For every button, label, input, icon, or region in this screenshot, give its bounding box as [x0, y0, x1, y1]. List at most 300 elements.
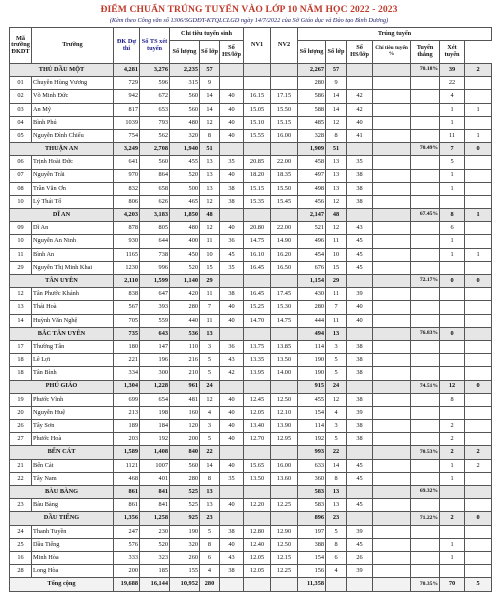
cell-nv1	[244, 77, 271, 90]
cell-quota-per-class: 40	[220, 116, 244, 129]
cell-ratio	[411, 551, 440, 564]
cell-considered: 1,599	[140, 275, 170, 288]
cell-admitted-count: 444	[298, 314, 326, 327]
cell-nv2: 22.00	[271, 222, 298, 235]
cell-nv1: 15.25	[244, 301, 271, 314]
cell-registered: 180	[114, 340, 140, 353]
cell-quota-count: 450	[170, 248, 200, 261]
cell-quota-per-class: 40	[220, 406, 244, 419]
cell-direct: 0	[440, 275, 465, 288]
cell-admitted-per-class: 38	[347, 433, 373, 446]
cell-quota-per-class: 36	[220, 235, 244, 248]
header-quota-per-class: Số HS/lớp	[220, 41, 244, 64]
cell-admitted-count: 1,909	[298, 143, 326, 156]
cell-code: 01	[10, 77, 32, 90]
cell-admitted-classes: 15	[326, 261, 347, 274]
cell-registered: 942	[114, 90, 140, 103]
results-table-wrapper	[9, 27, 491, 592]
cell-special	[465, 288, 492, 301]
cell-special	[465, 406, 492, 419]
cell-empty	[373, 209, 411, 222]
cell-empty	[373, 393, 411, 406]
cell-quota-count: 520	[170, 169, 200, 182]
cell-empty	[373, 77, 411, 90]
cell-registered: 878	[114, 222, 140, 235]
cell-admitted-classes: 57	[326, 64, 347, 77]
school-row	[10, 499, 492, 512]
cell-considered: 805	[140, 222, 170, 235]
cell-direct: 12	[440, 380, 465, 393]
cell-nv2: 13.90	[271, 420, 298, 433]
cell-code: 22	[10, 472, 32, 485]
cell-quota-per-class: 38	[220, 565, 244, 578]
header-direct: Tuyển thẳng	[411, 41, 440, 64]
cell-ratio: 70.53%	[411, 446, 440, 459]
cell-special: 0	[465, 275, 492, 288]
cell-admitted-count: 2,147	[298, 209, 326, 222]
cell-empty	[373, 578, 411, 591]
school-row	[10, 182, 492, 195]
header-admitted-classes: Số lớp	[326, 41, 347, 64]
cell-admitted-count: 190	[298, 354, 326, 367]
cell-considered: 841	[140, 486, 170, 499]
cell-considered: 147	[140, 340, 170, 353]
cell-special: 0	[465, 380, 492, 393]
cell-school: Thanh Tuyền	[32, 525, 114, 538]
cell-code: 07	[10, 169, 32, 182]
cell-quota-per-class: 43	[220, 354, 244, 367]
cell-admitted-classes: 5	[326, 367, 347, 380]
cell-empty	[373, 156, 411, 169]
cell-registered: 567	[114, 301, 140, 314]
cell-nv1: 20.80	[244, 222, 271, 235]
cell-school: PHÚ GIÁO	[10, 380, 114, 393]
cell-admitted-per-class	[347, 578, 373, 591]
school-row	[10, 433, 492, 446]
cell-nv1: 13.75	[244, 340, 271, 353]
cell-empty	[373, 551, 411, 564]
cell-considered: 793	[140, 116, 170, 129]
cell-quota-per-class	[220, 512, 244, 525]
cell-admitted-count: 633	[298, 459, 326, 472]
cell-admitted-count: 430	[298, 288, 326, 301]
cell-admitted-per-class: 39	[347, 288, 373, 301]
cell-nv1: 12.80	[244, 525, 271, 538]
cell-admitted-count: 521	[298, 222, 326, 235]
cell-admitted-per-class: 40	[347, 116, 373, 129]
cell-ratio	[411, 156, 440, 169]
cell-quota-per-class: 40	[220, 459, 244, 472]
cell-empty	[373, 327, 411, 340]
cell-direct	[440, 367, 465, 380]
cell-admitted-classes: 4	[326, 565, 347, 578]
cell-admitted-per-class: 45	[347, 499, 373, 512]
cell-ratio	[411, 222, 440, 235]
cell-admitted-per-class: 39	[347, 565, 373, 578]
cell-admitted-count: 456	[298, 195, 326, 208]
cell-nv2: 12.95	[271, 433, 298, 446]
cell-empty	[373, 472, 411, 485]
cell-admitted-classes: 6	[326, 551, 347, 564]
cell-considered: 323	[140, 551, 170, 564]
cell-school: Trịnh Hoài Đức	[32, 156, 114, 169]
cell-admitted-per-class: 42	[347, 90, 373, 103]
cell-code: 25	[10, 538, 32, 551]
cell-quota-count: 110	[170, 340, 200, 353]
cell-admitted-classes: 24	[326, 380, 347, 393]
cell-admitted-per-class	[347, 327, 373, 340]
cell-quota-per-class	[220, 380, 244, 393]
school-row	[10, 129, 492, 142]
cell-special: 0	[465, 512, 492, 525]
cell-empty	[373, 354, 411, 367]
cell-quota-classes: 13	[200, 169, 220, 182]
cell-empty	[373, 116, 411, 129]
cell-special	[465, 116, 492, 129]
cell-empty	[373, 64, 411, 77]
cell-quota-count: 465	[170, 195, 200, 208]
cell-quota-count: 190	[170, 525, 200, 538]
cell-school: THUẬN AN	[10, 143, 114, 156]
cell-empty	[373, 275, 411, 288]
school-row	[10, 459, 492, 472]
cell-direct: 8	[440, 393, 465, 406]
cell-ratio	[411, 340, 440, 353]
cell-admitted-count: 896	[298, 512, 326, 525]
cell-admitted-count: 280	[298, 301, 326, 314]
cell-ratio	[411, 116, 440, 129]
cell-registered: 861	[114, 486, 140, 499]
cell-admitted-per-class	[347, 512, 373, 525]
cell-school: Chuyên Hùng Vương	[32, 77, 114, 90]
cell-quota-count: 560	[170, 103, 200, 116]
cell-school: Nguyễn Huệ	[32, 406, 114, 419]
cell-considered: 841	[140, 499, 170, 512]
cell-nv1: 14.70	[244, 314, 271, 327]
cell-direct	[440, 288, 465, 301]
school-row	[10, 538, 492, 551]
district-row	[10, 209, 492, 222]
cell-nv1	[244, 486, 271, 499]
cell-code: 19	[10, 393, 32, 406]
cell-direct	[440, 406, 465, 419]
cell-ratio: 71.22%	[411, 512, 440, 525]
cell-special	[465, 420, 492, 433]
cell-nv2: 16.20	[271, 248, 298, 261]
cell-empty	[373, 525, 411, 538]
cell-admitted-classes: 22	[326, 446, 347, 459]
cell-quota-classes: 11	[200, 235, 220, 248]
cell-admitted-per-class: 38	[347, 354, 373, 367]
header-quota-classes: Số lớp	[200, 41, 220, 64]
cell-admitted-classes	[326, 578, 347, 591]
cell-special	[465, 261, 492, 274]
school-row	[10, 354, 492, 367]
cell-direct	[440, 261, 465, 274]
cell-admitted-count: 114	[298, 340, 326, 353]
cell-admitted-count: 190	[298, 367, 326, 380]
cell-school: Trần Văn Ơn	[32, 182, 114, 195]
cell-quota-per-class: 38	[220, 195, 244, 208]
cell-quota-count: 925	[170, 512, 200, 525]
cell-code: 05	[10, 129, 32, 142]
cell-direct: 2	[440, 512, 465, 525]
cell-school: TÂN UYÊN	[10, 275, 114, 288]
cell-direct: 0	[440, 327, 465, 340]
cell-school: Tân Phước Khánh	[32, 288, 114, 301]
cell-considered: 626	[140, 195, 170, 208]
cell-direct	[440, 499, 465, 512]
cell-code: 11	[10, 248, 32, 261]
cell-nv1: 15.35	[244, 195, 271, 208]
cell-quota-classes: 4	[200, 406, 220, 419]
cell-quota-classes: 48	[200, 209, 220, 222]
cell-direct: 1	[440, 472, 465, 485]
cell-registered: 247	[114, 525, 140, 538]
cell-nv1: 13.35	[244, 354, 271, 367]
cell-special	[465, 538, 492, 551]
school-row	[10, 525, 492, 538]
cell-nv1: 15.10	[244, 116, 271, 129]
cell-quota-per-class: 40	[220, 393, 244, 406]
cell-direct: 1	[440, 459, 465, 472]
cell-quota-count: 200	[170, 433, 200, 446]
cell-quota-count: 155	[170, 565, 200, 578]
school-row	[10, 406, 492, 419]
cell-school: Nguyễn Đình Chiểu	[32, 129, 114, 142]
cell-school: BẮC TÂN UYÊN	[10, 327, 114, 340]
cell-nv2	[271, 512, 298, 525]
cell-quota-per-class: 40	[220, 433, 244, 446]
cell-considered: 3,276	[140, 64, 170, 77]
school-row	[10, 565, 492, 578]
school-row	[10, 195, 492, 208]
cell-admitted-count: 915	[298, 380, 326, 393]
district-row	[10, 327, 492, 340]
cell-quota-classes: 9	[200, 77, 220, 90]
cell-nv2	[271, 64, 298, 77]
cell-quota-classes: 14	[200, 459, 220, 472]
cell-quota-count: 1,940	[170, 143, 200, 156]
cell-nv1: 12.70	[244, 433, 271, 446]
cell-admitted-per-class: 45	[347, 538, 373, 551]
cell-quota-classes: 23	[200, 512, 220, 525]
cell-empty	[373, 565, 411, 578]
cell-admitted-classes: 13	[326, 156, 347, 169]
cell-direct	[440, 525, 465, 538]
cell-nv2: 22.00	[271, 156, 298, 169]
cell-school: Nguyễn Thị Minh Khai	[32, 261, 114, 274]
cell-nv1: 16.15	[244, 90, 271, 103]
cell-special	[465, 340, 492, 353]
cell-empty	[373, 380, 411, 393]
cell-considered: 393	[140, 301, 170, 314]
cell-admitted-count: 583	[298, 499, 326, 512]
cell-quota-classes: 6	[200, 551, 220, 564]
cell-empty	[373, 261, 411, 274]
cell-admitted-per-class: 38	[347, 169, 373, 182]
cell-ratio	[411, 367, 440, 380]
cell-nv1: 12.20	[244, 499, 271, 512]
cell-quota-per-class	[220, 327, 244, 340]
cell-ratio	[411, 538, 440, 551]
cell-nv2: 15.50	[271, 103, 298, 116]
cell-quota-classes: 24	[200, 380, 220, 393]
cell-special	[465, 367, 492, 380]
cell-registered: 1,356	[114, 512, 140, 525]
cell-direct: 1	[440, 103, 465, 116]
cell-special: 2	[465, 64, 492, 77]
cell-special	[465, 393, 492, 406]
cell-considered: 643	[140, 327, 170, 340]
cell-school: Phước Vĩnh	[32, 393, 114, 406]
cell-admitted-classes: 10	[326, 248, 347, 261]
cell-quota-count: 280	[170, 301, 200, 314]
cell-registered: 699	[114, 393, 140, 406]
cell-quota-per-class: 40	[220, 169, 244, 182]
cell-quota-classes: 11	[200, 314, 220, 327]
cell-special	[465, 551, 492, 564]
document-subtitle: (Kèm theo Công văn số 1306/SGDĐT-KTQLCLGD ngày 14/7/2022 của Sở Giáo dục và Đào tạo Bình Dương)	[109, 17, 389, 24]
cell-registered: 970	[114, 169, 140, 182]
cell-school: Lê Lợi	[32, 354, 114, 367]
cell-admitted-per-class	[347, 486, 373, 499]
district-row	[10, 486, 492, 499]
cell-ratio: 70.49%	[411, 143, 440, 156]
cell-registered: 735	[114, 327, 140, 340]
cell-ratio	[411, 235, 440, 248]
cell-direct: 2	[440, 446, 465, 459]
cell-admitted-classes: 13	[326, 169, 347, 182]
cell-code: 12	[10, 288, 32, 301]
cell-special	[465, 486, 492, 499]
cell-ratio	[411, 406, 440, 419]
cell-ratio	[411, 301, 440, 314]
cell-nv1: 12.05	[244, 551, 271, 564]
cell-empty	[373, 169, 411, 182]
cell-ratio	[411, 314, 440, 327]
cell-registered: 838	[114, 288, 140, 301]
cell-registered: 861	[114, 499, 140, 512]
cell-admitted-classes: 14	[326, 459, 347, 472]
cell-admitted-count: 496	[298, 235, 326, 248]
cell-quota-per-class: 38	[220, 182, 244, 195]
cell-considered: 562	[140, 129, 170, 142]
cell-quota-per-class: 40	[220, 129, 244, 142]
school-row	[10, 248, 492, 261]
cell-admitted-per-class: 35	[347, 156, 373, 169]
cell-ratio	[411, 261, 440, 274]
cell-nv2: 14.75	[271, 314, 298, 327]
cell-ratio	[411, 169, 440, 182]
cell-admitted-classes: 13	[326, 182, 347, 195]
cell-admitted-classes: 5	[326, 525, 347, 538]
cell-nv2: 12.90	[271, 525, 298, 538]
cell-admitted-count: 360	[298, 472, 326, 485]
cell-code: 02	[10, 90, 32, 103]
cell-ratio	[411, 288, 440, 301]
cell-admitted-classes: 7	[326, 301, 347, 314]
cell-registered: 4,281	[114, 64, 140, 77]
cell-school: Lý Thái Tổ	[32, 195, 114, 208]
cell-quota-classes: 3	[200, 340, 220, 353]
cell-quota-classes: 11	[200, 288, 220, 301]
cell-admitted-classes: 14	[326, 90, 347, 103]
cell-ratio: 70.35%	[411, 578, 440, 591]
school-row	[10, 472, 492, 485]
cell-nv2: 14.90	[271, 235, 298, 248]
cell-nv1: 12.05	[244, 565, 271, 578]
cell-considered: 654	[140, 393, 170, 406]
cell-quota-classes: 13	[200, 156, 220, 169]
cell-nv1: 12.45	[244, 393, 271, 406]
cell-registered: 203	[114, 433, 140, 446]
cell-admitted-count: 114	[298, 420, 326, 433]
cell-admitted-classes: 8	[326, 129, 347, 142]
cell-empty	[373, 433, 411, 446]
cell-special	[465, 499, 492, 512]
cell-registered: 3,249	[114, 143, 140, 156]
cell-admitted-count: 154	[298, 406, 326, 419]
cell-direct: 1	[440, 551, 465, 564]
cell-code: 28	[10, 565, 32, 578]
cell-direct: 1	[440, 235, 465, 248]
cell-code: 18	[10, 367, 32, 380]
school-row	[10, 314, 492, 327]
cell-considered: 560	[140, 156, 170, 169]
cell-considered: 230	[140, 525, 170, 538]
cell-special	[465, 182, 492, 195]
cell-admitted-count: 583	[298, 486, 326, 499]
cell-school: Tây Nam	[32, 472, 114, 485]
cell-considered: 738	[140, 248, 170, 261]
cell-direct	[440, 195, 465, 208]
cell-quota-classes: 8	[200, 129, 220, 142]
cell-quota-per-class	[220, 143, 244, 156]
cell-ratio: 69.32%	[411, 486, 440, 499]
cell-considered: 185	[140, 565, 170, 578]
header-school: Trường	[32, 28, 114, 64]
cell-quota-count: 210	[170, 367, 200, 380]
cell-quota-per-class: 40	[220, 499, 244, 512]
cell-nv2	[271, 275, 298, 288]
cell-empty	[373, 512, 411, 525]
cell-code: 03	[10, 103, 32, 116]
cell-empty	[373, 143, 411, 156]
cell-quota-count: 120	[170, 420, 200, 433]
cell-direct: 2	[440, 433, 465, 446]
cell-quota-count: 400	[170, 235, 200, 248]
cell-quota-classes: 280	[200, 578, 220, 591]
cell-admitted-classes: 14	[326, 103, 347, 116]
cell-quota-classes: 15	[200, 261, 220, 274]
cell-admitted-count: 192	[298, 433, 326, 446]
cell-code: 20	[10, 406, 32, 419]
cell-quota-per-class: 40	[220, 103, 244, 116]
cell-quota-per-class: 45	[220, 248, 244, 261]
cell-quota-per-class: 38	[220, 288, 244, 301]
cell-admitted-per-class	[347, 143, 373, 156]
cell-admitted-classes: 23	[326, 512, 347, 525]
cell-quota-count: 160	[170, 406, 200, 419]
cell-empty	[373, 314, 411, 327]
cell-registered: 1165	[114, 248, 140, 261]
cell-registered: 705	[114, 314, 140, 327]
cell-nv1: 13.95	[244, 367, 271, 380]
cell-school: An Mỹ	[32, 103, 114, 116]
cell-nv1: 15.05	[244, 103, 271, 116]
cell-nv1	[244, 64, 271, 77]
